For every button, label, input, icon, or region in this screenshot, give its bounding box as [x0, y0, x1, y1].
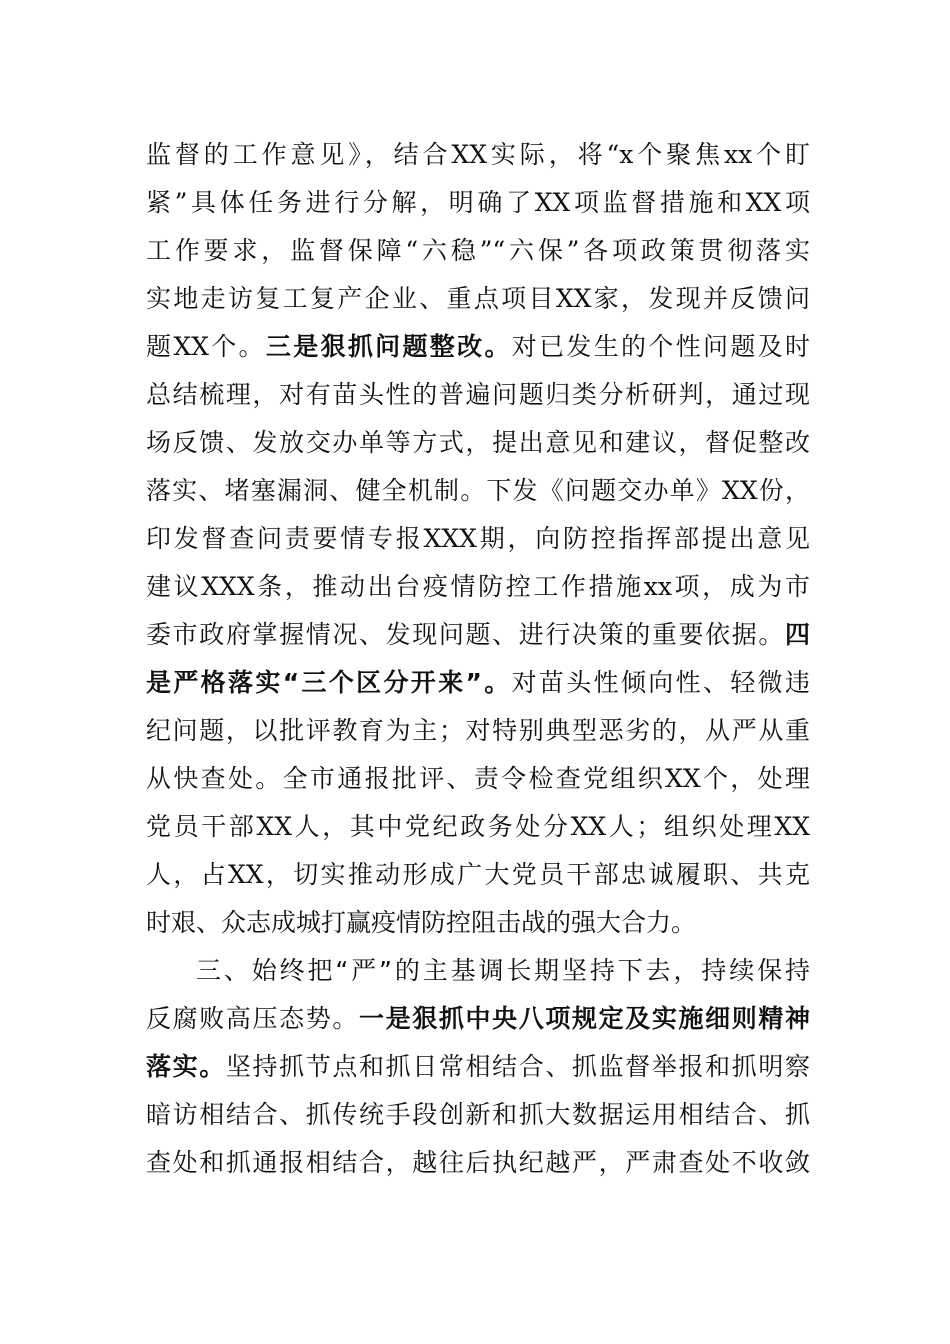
- text-line: [146, 615, 810, 655]
- text-segment: 党员干部XX人，其中党纪政务处分XX人；组织处理XX: [146, 812, 810, 841]
- text-segment: 印发督查问责要情专报XXX期，向防控指挥部提出意见: [146, 524, 810, 553]
- text-segment: 总结梳理，对有苗头性的普遍问题归类分析研判，通过现: [146, 380, 810, 409]
- text-line: [146, 423, 810, 463]
- bold-heading-segment: 落实。: [146, 1052, 226, 1081]
- text-line: [146, 231, 810, 271]
- text-segment: 暗访相结合、抓传统手段创新和抓大数据运用相结合、抓: [146, 1100, 810, 1129]
- bold-heading-segment: 是严格落实“三个区分开来”。: [146, 668, 512, 697]
- text-line: [146, 183, 810, 223]
- text-segment: 建议XXX条，推动出台疫情防控工作措施xx项，成为市: [146, 572, 810, 601]
- text-segment: 监督的工作意见》，结合XX实际，将“x个聚焦xx个盯: [146, 140, 810, 169]
- text-line: [146, 1143, 810, 1183]
- text-line: [146, 519, 810, 559]
- bold-heading-segment: 四: [784, 620, 810, 649]
- text-line: [146, 471, 810, 511]
- text-line: [146, 807, 810, 847]
- text-segment: 时艰、众志成城打赢疫情防控阻击战的强大合力。: [146, 908, 697, 937]
- text-line: [146, 999, 810, 1039]
- text-line: [146, 375, 810, 415]
- text-segment: 人，占XX，切实推动形成广大党员干部忠诚履职、共克: [146, 860, 810, 889]
- text-segment: 实地走访复工复产企业、重点项目XX家，发现并反馈问: [146, 284, 810, 313]
- text-line: [146, 759, 810, 799]
- text-segment: 题XX个。: [146, 332, 266, 361]
- section-heading-text: 三、始终把“严”的主基调长期坚持下去，持续保持: [196, 956, 810, 985]
- text-line: [146, 327, 810, 367]
- text-line: [146, 135, 810, 175]
- bold-heading-segment: 一是狠抓中央八项规定及实施细则精神: [359, 1004, 810, 1033]
- text-segment: 对已发生的个性问题及时: [511, 332, 810, 361]
- text-line: [146, 279, 810, 319]
- text-segment: 工作要求，监督保障“六稳”“六保”各项政策贯彻落实: [146, 236, 810, 265]
- bold-heading-segment: 三是狠抓问题整改。: [265, 332, 512, 361]
- text-line: [146, 903, 810, 943]
- section-heading-line: [196, 951, 810, 991]
- text-segment: 坚持抓节点和抓日常相结合、抓监督举报和抓明察: [225, 1052, 810, 1081]
- text-segment: 场反馈、发放交办单等方式，提出意见和建议，督促整改: [146, 428, 810, 457]
- text-segment: 纪问题，以批评教育为主；对特别典型恶劣的，从严从重: [146, 716, 810, 745]
- text-line: [146, 855, 810, 895]
- text-line: [146, 1095, 810, 1135]
- text-line: [146, 663, 810, 703]
- text-line: [146, 1047, 810, 1087]
- section-heading-text: 反腐败高压态势。: [146, 1004, 359, 1033]
- text-line: [146, 567, 810, 607]
- text-line: [146, 711, 810, 751]
- text-segment: 查处和抓通报相结合，越往后执纪越严，严肃查处不收敛: [146, 1148, 810, 1177]
- text-segment: 落实、堵塞漏洞、健全机制。下发《问题交办单》XX份，: [146, 476, 810, 505]
- text-segment: 从快查处。全市通报批评、责令检查党组织XX个，处理: [146, 764, 810, 793]
- text-segment: 紧”具体任务进行分解，明确了XX项监督措施和XX项: [146, 188, 810, 217]
- text-segment: 委市政府掌握情况、发现问题、进行决策的重要依据。: [146, 620, 785, 649]
- text-segment: 对苗头性倾向性、轻微违: [511, 668, 810, 697]
